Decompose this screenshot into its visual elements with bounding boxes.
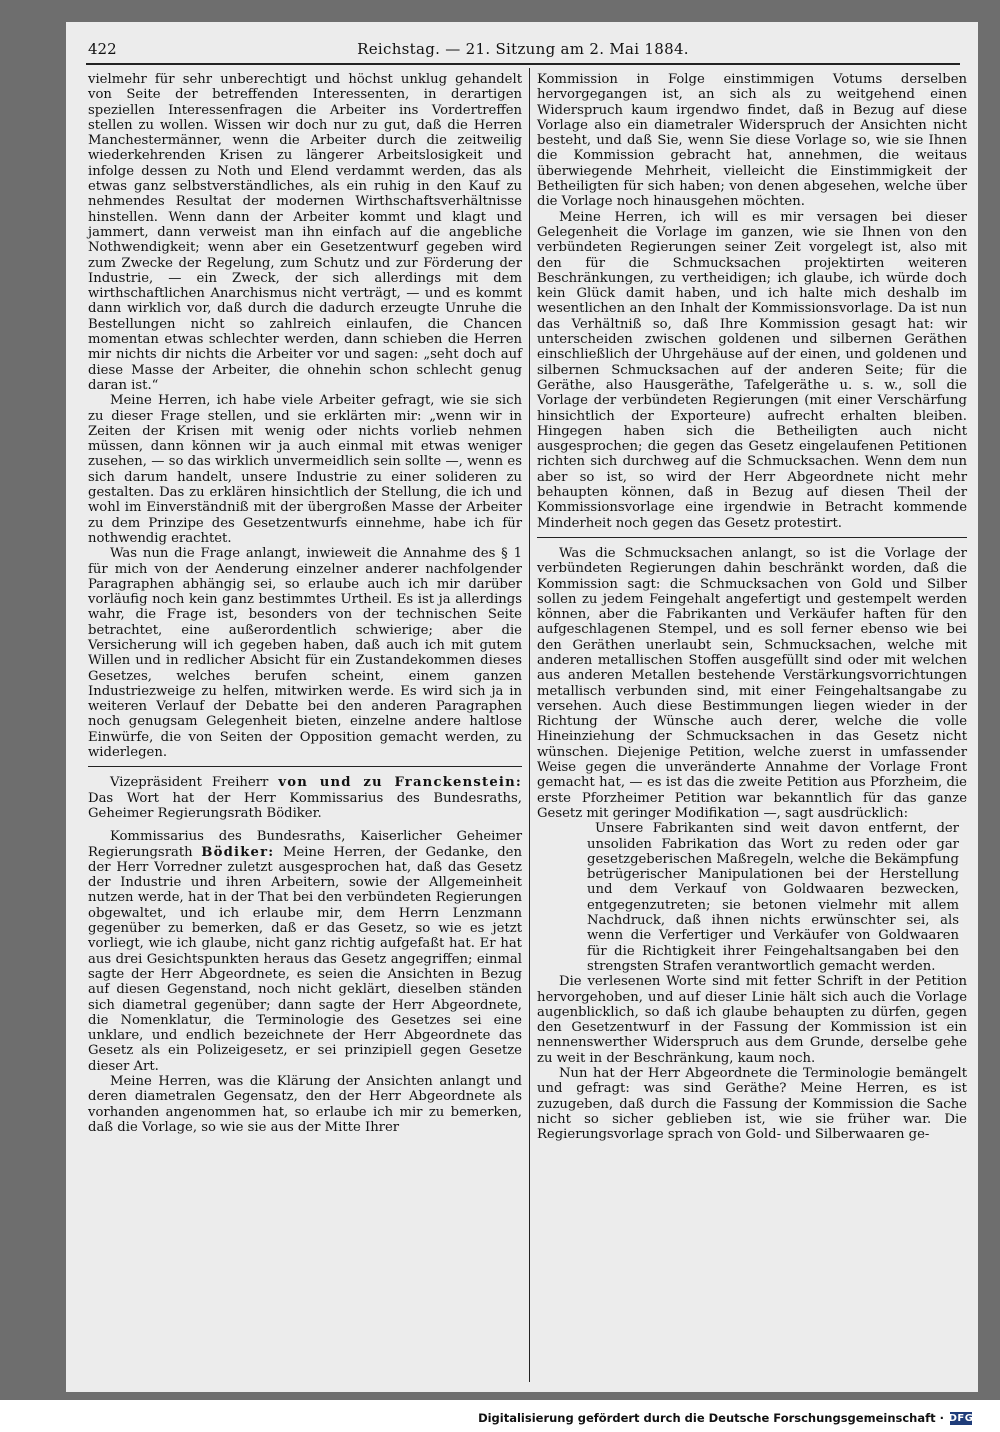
header-rule [86,63,960,65]
vice-president-speech [88,775,522,821]
page-number: 422 [88,40,117,58]
column-divider [529,68,530,1382]
block-quote [587,821,959,974]
dfg-logo-icon: DFG [948,1412,974,1424]
speech-text: Meine Herren, der Gedanke, den der Herr Vorredner zuletzt ausgesprochen hat, daß das Gesetz der Industrie und ihren Arbeitern, sowie der Allgemeinheit nutzen werde, hat in der That bei den verbündeten Regierungen obgewaltet, und ich erlaube mir, dem Herrn Lenzmann gegenüber zu bemerken, daß er das Gesetz, so wie es jetzt vorliegt, wie ich glaube, nicht ganz richtig aufgefaßt hat. Er hat aus drei Gesichtspunkten heraus das Gesetz angegriffen; einmal sagte der Herr Abgeordnete, es seien die Ansichten in Bezug auf diesen Gegenstand, noch nicht geklärt, dieselben ständen sich diametral gegenüber; dann sagte der Herr Abgeordnete, die Nomenklatur, die Terminologie des Gesetzes sei eine unklare, und endlich bezeichnete der Herr Abgeordnete das Gesetz als ein Polizeigesetz, er sei prinzipiell gegen Gesetze dieser Art. [88,844,522,1074]
speaker-prefix: Kommissarius des Bundesraths, Kaiserlicher Geheimer Regierungsrath [88,829,522,860]
paragraph: Meine Herren, ich will es mir versagen bei dieser Gelegenheit die Vorlage im ganzen, wie sie Ihnen von den verbündeten Regierungen seiner Zeit vorgelegt ist, also mit den für die Schmucksachen projektirten weiteren Beschränkungen, zu vertheidigen; ich glaube, ich würde doch kein Glück damit haben, und ich halte mich deshalb im wesentlichen an den Inhalt der Kommissionsvorlage. Da ist nun das Verhältniß so, daß Ihre Kommission gesagt hat: wir unterscheiden zwischen goldenen und silbernen Geräthen einschließlich der Uhrgehäuse auf der einen, und goldenen und silbernen Schmucksachen auf der anderen Seite; für die Geräthe, also Hausgeräthe, Tafelgeräthe u. s. w., soll die Vorlage der verbündeten Regierungen (mit einer Verschärfung hinsichtlich der Exporteure) aufrecht erhalten bleiben. Hingegen haben sich die Betheiligten auch nicht ausgesprochen; die gegen das Gesetz eingelaufenen Petitionen richten sich durchweg auf die Schmucksachen. Wenn dem nun aber so ist, so wird der Herr Abgeordnete nicht mehr behaupten können, daß in Bezug auf diesen Theil der Kommissionsvorlage eine irgendwie in Betracht kommende Minderheit noch gegen das Gesetz protestirt. [537,209,967,531]
speaker-prefix: Vizepräsident Freiherr [110,775,279,791]
paragraph: Meine Herren, was die Klärung der Ansichten anlangt und deren diametralen Gegensatz, den der Herr Abgeordnete als vorhanden angenommen hat, so erlaube ich mir zu bemerken, daß die Vorlage, so wie sie aus der Mitte Ihrer [88,1074,522,1135]
paragraph: Nun hat der Herr Abgeordnete die Terminologie bemängelt und gefragt: was sind Geräthe? Meine Herren, es ist zuzugeben, daß durch die Fassung der Kommission die Sache nicht so sicher geblieben ist, wie sie früher war. Die Regierungsvorlage sprach von Gold- und Silberwaaren ge- [537,1066,967,1143]
speaker-name: Bödiker: [201,844,275,860]
paragraph: Was nun die Frage anlangt, inwieweit die Annahme des § 1 für mich von der Aenderung einzelner anderer nachfolgender Paragraphen abhängig sei, so erlaube auch ich mir darüber vorläufig noch kein ganz bestimmtes Urtheil. Es ist ja allerdings wahr, die Frage ist, besonders von der technischen Seite betrachtet, eine außerordentlich schwierige; aber die Versicherung will ich gegeben haben, daß auch ich mit gutem Willen und in redlicher Absicht für ein Zustandekommen dieses Gesetzes, welches berufen scheint, einem ganzen Industriezweige zu helfen, mitwirken werde. Es wird sich ja in weiteren Verlauf der Debatte bei den anderen Paragraphen noch genugsam Gelegenheit bieten, einzelne andere haltlose Einwürfe, die von Seiten der Opposition gemacht werden, zu widerlegen. [88,546,522,761]
paragraph: Die verlesenen Worte sind mit fetter Schrift in der Petition hervorgehoben, und auf dieser Linie hält sich auch die Vorlage augenblicklich, so daß ich glaube behaupten zu dürfen, gegen den Gesetzentwurf in der Fassung der Kommission ist ein nennenswerther Widerspruch aus dem Grunde, derselbe gehe zu weit in der Beschränkung, kaum noch. [537,974,967,1066]
page-header [88,34,958,62]
paragraph: Was die Schmucksachen anlangt, so ist die Vorlage der verbündeten Regierungen dahin beschränkt worden, daß die Kommission sagt: die Schmucksachen von Gold und Silber sollen zu jedem Feingehalt angefertigt und gestempelt werden können, aber die Fabrikanten und Verkäufer haften für den aufgeschlagenen Stempel, und es soll ferner ebenso wie bei den Geräthen unerlaubt sein, Schmucksachen, welche mit anderen metallischen Stoffen ausgefüllt sind oder mit welchen aus anderen Metallen bestehende Verstärkungsvorrichtungen metallisch verbunden sind, mit einer Feingehaltsangabe zu versehen. Auch diese Bestimmungen liegen wieder in der Richtung der Wünsche auch derer, welche die volle Hineinziehung der Schmucksachen in das Gesetz nicht wünschen. Diejenige Petition, welche zuerst in umfassender Weise gegen die unveränderte Annahme der Vorlage Front gemacht hat, — es ist das die zweite Petition aus Pforzheim, die erste Pforzheimer Petition war bekanntlich für das ganze Gesetz mit geringer Modifikation —, sagt ausdrücklich: [537,545,967,821]
right-column [537,72,967,1142]
speech-text: Das Wort hat der Herr Kommissarius des Bundesraths, Geheimer Regierungsrath Bödiker. [88,790,522,821]
footer [478,1408,972,1428]
section-divider [88,766,522,767]
commissioner-speech [88,829,522,1074]
quote-text: Unsere Fabrikanten sind weit davon entfernt, der unsoliden Fabrikation das Wort zu reden oder gar gesetzgeberischen Maßregeln, welche die Bekämpfung betrügerischer Manipulationen bei der Herstellung und dem Verkauf von Goldwaaren bezwecken, entgegenzutreten; sie betonen vielmehr mit allem Nachdruck, daß ihnen nichts erwünschter sei, als wenn die Verfertiger und Verkäufer von Goldwaaren für die Richtigkeit ihrer Feingehaltsangaben bei den strengsten Strafen verantwortlich gemacht werden. [587,821,959,974]
speaker-name: von und zu Franckenstein: [278,775,522,791]
paragraph: Kommission in Folge einstimmigen Votums derselben hervorgegangen ist, an sich als zu weitgehend einen Widerspruch kaum irgendwo findet, daß in Bezug auf diese Vorlage also ein diametraler Widerspruch der Ansichten nicht besteht, und daß Sie, wenn Sie diese Vorlage so, wie sie Ihnen die Kommission gebracht hat, annehmen, die weitaus überwiegende Mehrheit, vielleicht die Einstimmigkeit der Betheiligten für sich haben; von denen abgesehen, welche über die Vorlage noch hinausgehen möchten. [537,72,967,210]
paragraph: vielmehr für sehr unberechtigt und höchst unklug gehandelt von Seite der betreffenden Interessenten, in derartigen speziellen Interessenfragen die Arbeiter ins Vordertreffen stellen zu wollen. Wissen wir doch nur zu gut, daß die Herren Manchestermänner, wenn die Arbeiter durch die zeitweilig wiederkehrenden Krisen zu längerer Arbeitslosigkeit und infolge dessen zu Noth und Elend verdammt werden, das als etwas ganz selbstverständliches, als ein ruhig in den Kauf zu nehmendes Resultat der modernen Wirthschaftsverhältnisse hinstellen. Wenn dann der Arbeiter kommt und klagt und jammert, dann verweist man ihn einfach auf die angebliche Nothwendigkeit; wenn aber ein Gesetzentwurf gegeben wird zum Zwecke der Regelung, zum Schutz und zur Förderung der Industrie, — ein Zweck, der sich allerdings mit dem wirthschaftlichen Anarchismus nicht verträgt, — und es kommt dann wirklich vor, daß durch die dadurch erzeugte Unruhe die Bestellungen nicht so zahlreich einlaufen, die Chancen momentan etwas schlechter werden, dann schieben die Herren mir nichts dir nichts die Arbeiter vor und sagen: „seht doch auf diese Masse der Arbeiter, die ohnehin schon schlecht genug daran ist.“ [88,72,522,393]
newspaper-page [66,22,978,1392]
page-title: Reichstag. — 21. Sitzung am 2. Mai 1884. [357,40,689,58]
paragraph: Meine Herren, ich habe viele Arbeiter gefragt, wie sie sich zu dieser Frage stellen, und sie erklärten mir: „wenn wir in Zeiten der Krisen mit wenig oder nichts vorlieb nehmen müssen, dann können wir ja auch einmal mit etwas weniger zusehen, — so das wirklich unvermeidlich sein sollte —, wenn es sich darum handelt, unsere Industrie zu einer solideren zu gestalten. Das zu erklären hinsichtlich der Stellung, die ich und wohl im Einverständniß mit der übergroßen Masse der Arbeiter zu dem Prinzipe des Gesetzentwurfs einnehme, habe ich für nothwendig erachtet. [88,393,522,546]
left-column [88,72,522,1135]
section-divider [537,537,967,538]
footer-credit: Digitalisierung gefördert durch die Deutsche Forschungsgemeinschaft · [478,1411,944,1425]
